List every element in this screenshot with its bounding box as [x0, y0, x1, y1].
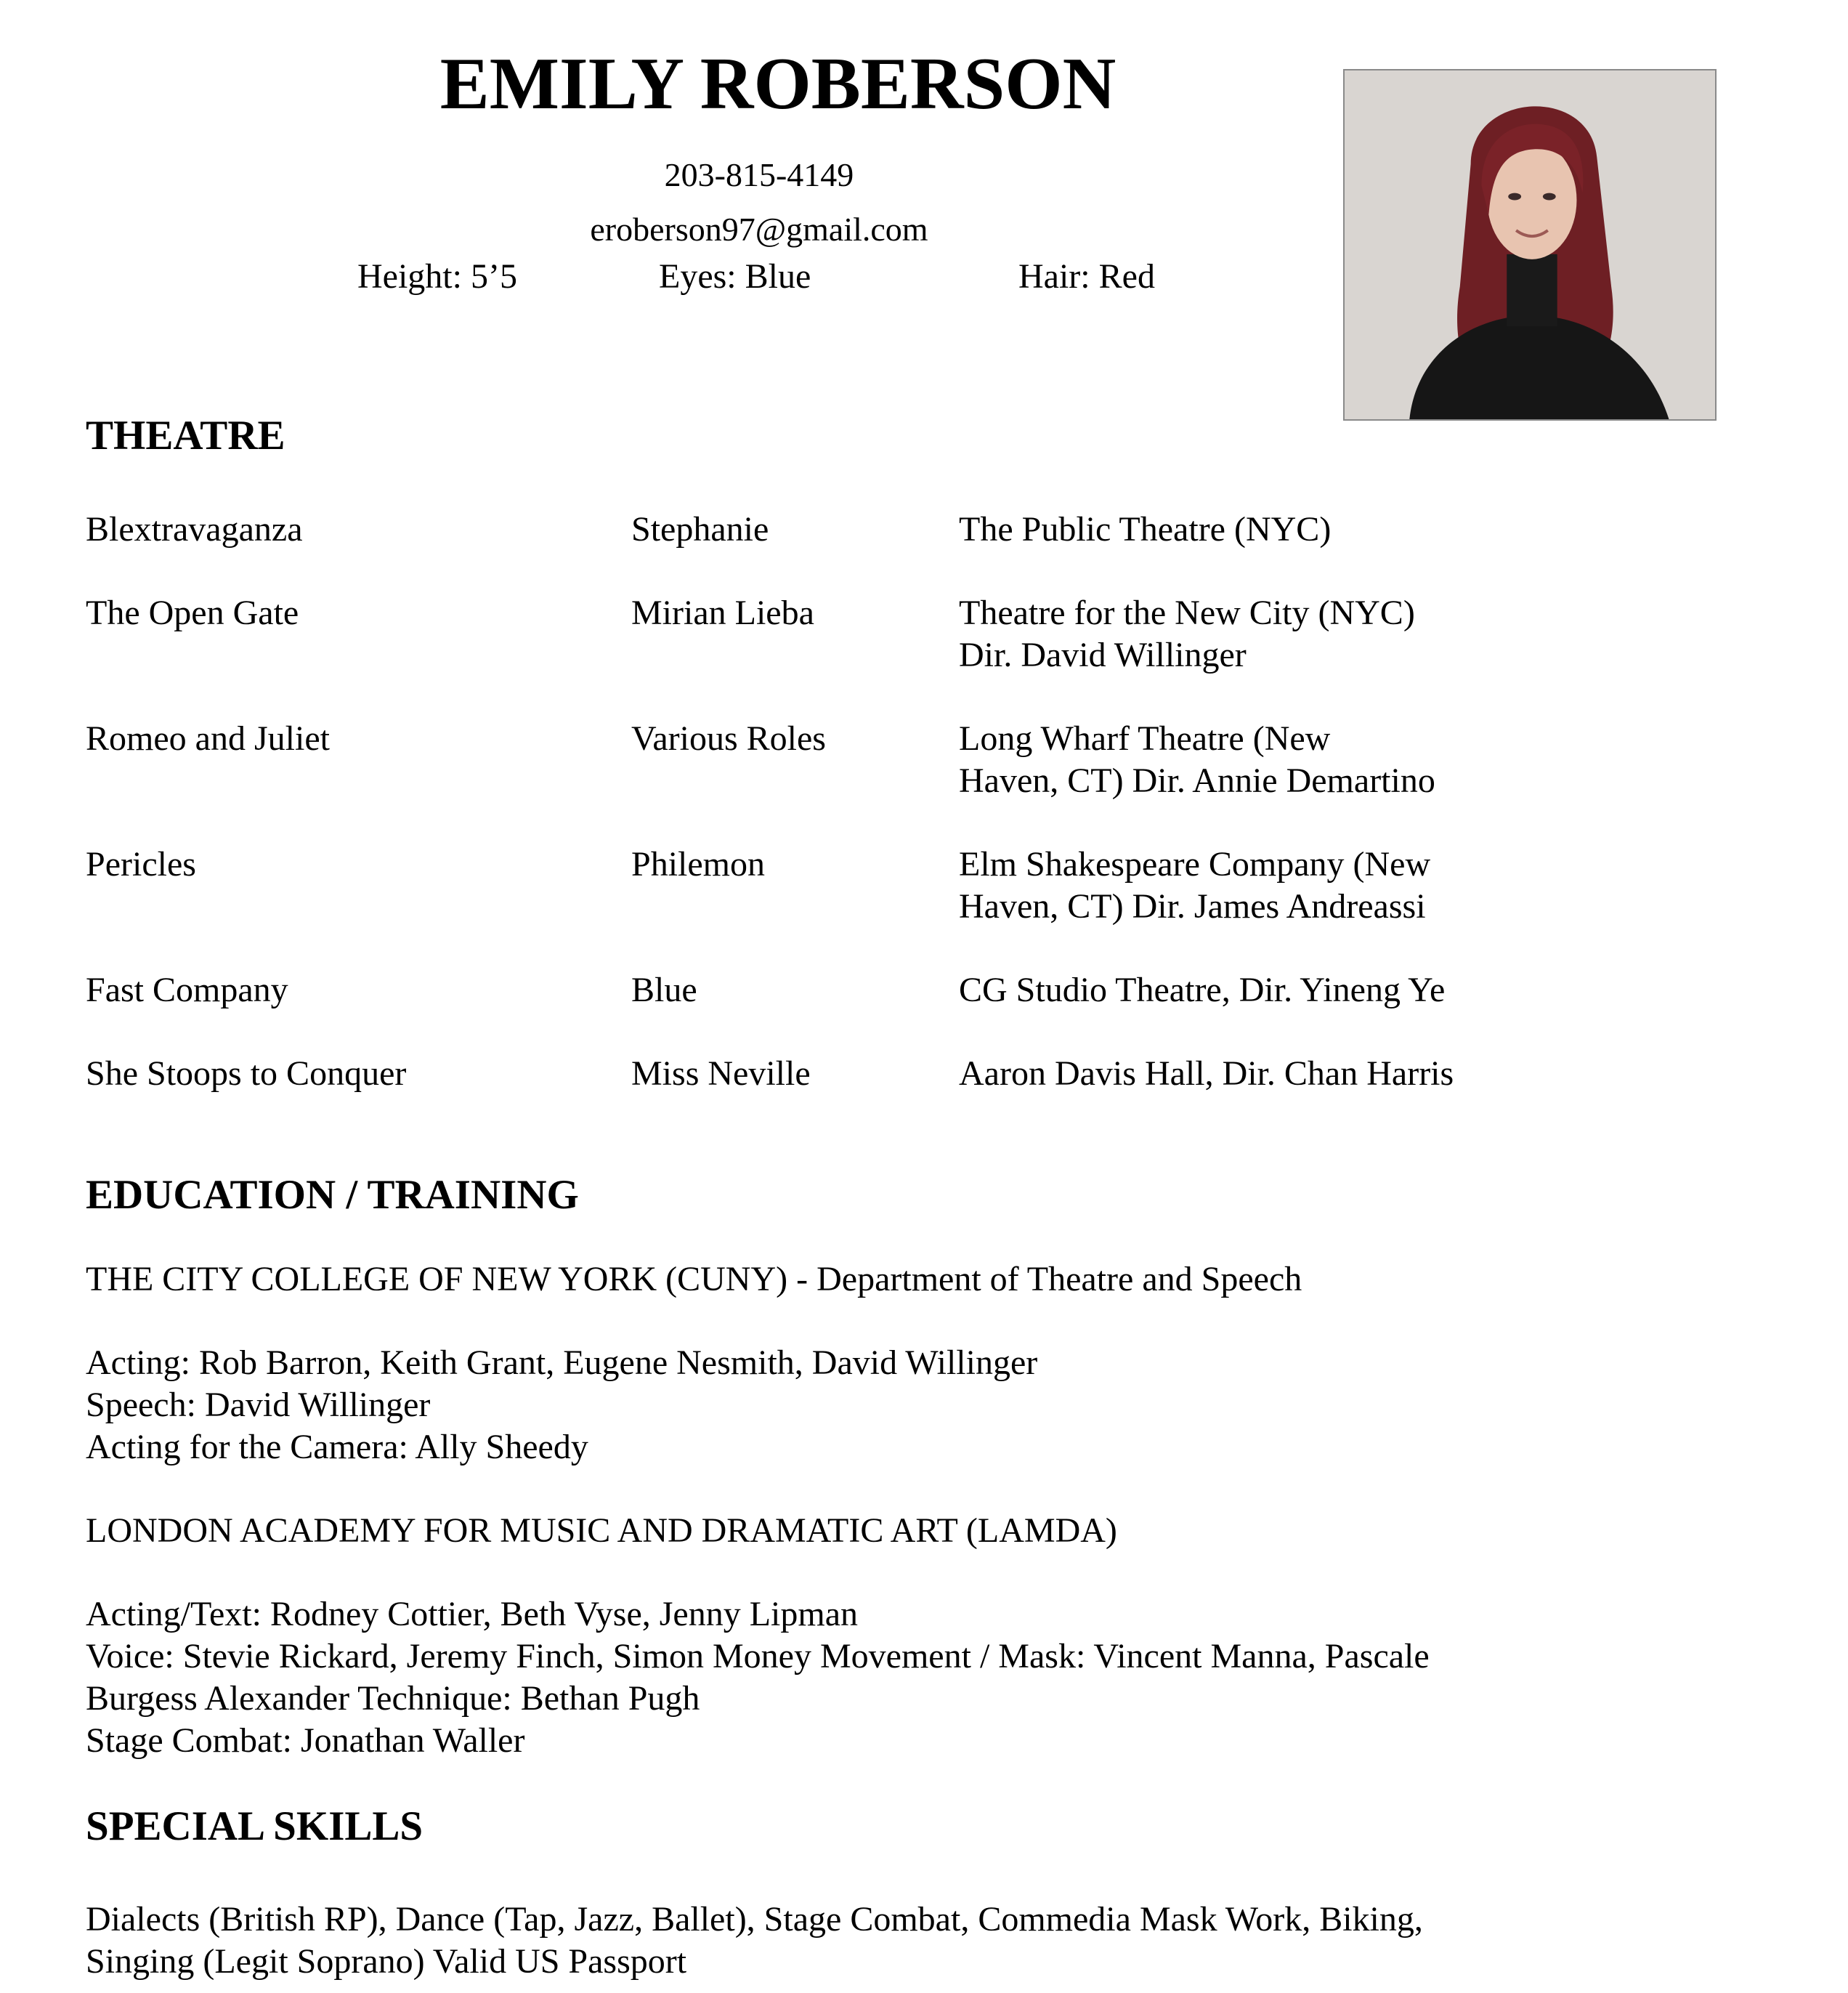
theatre-role: Philemon: [631, 845, 766, 884]
skills-section-title: SPECIAL SKILLS: [86, 1803, 423, 1849]
theatre-show: The Open Gate: [86, 594, 299, 632]
height-attribute: Height: 5’5: [357, 257, 517, 296]
theatre-role: Miss Neville: [631, 1054, 811, 1093]
theatre-venue: Theatre for the New City (NYC): [959, 594, 1415, 632]
theatre-venue: Aaron Davis Hall, Dir. Chan Harris: [959, 1054, 1454, 1093]
email-address: eroberson97@gmail.com: [590, 211, 928, 248]
theatre-role: Mirian Lieba: [631, 594, 814, 632]
theatre-venue: The Public Theatre (NYC): [959, 510, 1332, 549]
theatre-show: Pericles: [86, 845, 196, 884]
ccny-school: THE CITY COLLEGE OF NEW YORK (CUNY) - Department of Theatre and Speech: [86, 1260, 1302, 1298]
theatre-venue-line2: Haven, CT) Dir. Annie Demartino: [959, 761, 1435, 800]
theatre-role: Various Roles: [631, 719, 826, 758]
theatre-venue-line2: Dir. David Willinger: [959, 636, 1247, 674]
applicant-name: EMILY ROBERSON: [439, 43, 1116, 125]
theatre-section-title: THEATRE: [86, 413, 285, 458]
lamda-training-line: Voice: Stevie Rickard, Jeremy Finch, Simon Money Movement / Mask: Vincent Manna, Pascale: [86, 1637, 1430, 1675]
theatre-venue: Elm Shakespeare Company (New: [959, 845, 1431, 884]
lamda-school: LONDON ACADEMY FOR MUSIC AND DRAMATIC ART (LAMDA): [86, 1511, 1117, 1550]
education-section-title: EDUCATION / TRAINING: [86, 1172, 579, 1218]
ccny-training-line: Acting: Rob Barron, Keith Grant, Eugene Nesmith, David Willinger: [86, 1343, 1038, 1382]
theatre-show: Fast Company: [86, 971, 288, 1009]
lamda-training-line: Stage Combat: Jonathan Waller: [86, 1721, 525, 1760]
ccny-training-line: Acting for the Camera: Ally Sheedy: [86, 1428, 588, 1466]
skills-line: Singing (Legit Soprano) Valid US Passport: [86, 1942, 687, 1981]
lamda-training-line: Burgess Alexander Technique: Bethan Pugh: [86, 1679, 700, 1718]
skills-line: Dialects (British RP), Dance (Tap, Jazz, Ballet), Stage Combat, Commedia Mask Work, Biking,: [86, 1900, 1423, 1939]
phone-number: 203-815-4149: [664, 156, 854, 193]
hair-attribute: Hair: Red: [1018, 257, 1155, 296]
ccny-training-line: Speech: David Willinger: [86, 1386, 431, 1424]
lamda-training-line: Acting/Text: Rodney Cottier, Beth Vyse, Jenny Lipman: [86, 1595, 859, 1633]
theatre-show: Romeo and Juliet: [86, 719, 330, 758]
theatre-venue-line2: Haven, CT) Dir. James Andreassi: [959, 887, 1426, 926]
headshot-photo: [1343, 69, 1717, 421]
theatre-show: Blextravaganza: [86, 510, 303, 549]
theatre-role: Blue: [631, 971, 697, 1009]
theatre-venue: CG Studio Theatre, Dir. Yineng Ye: [959, 971, 1446, 1009]
eyes-attribute: Eyes: Blue: [659, 257, 811, 296]
theatre-show: She Stoops to Conquer: [86, 1054, 407, 1093]
theatre-role: Stephanie: [631, 510, 769, 549]
theatre-venue: Long Wharf Theatre (New: [959, 719, 1331, 758]
